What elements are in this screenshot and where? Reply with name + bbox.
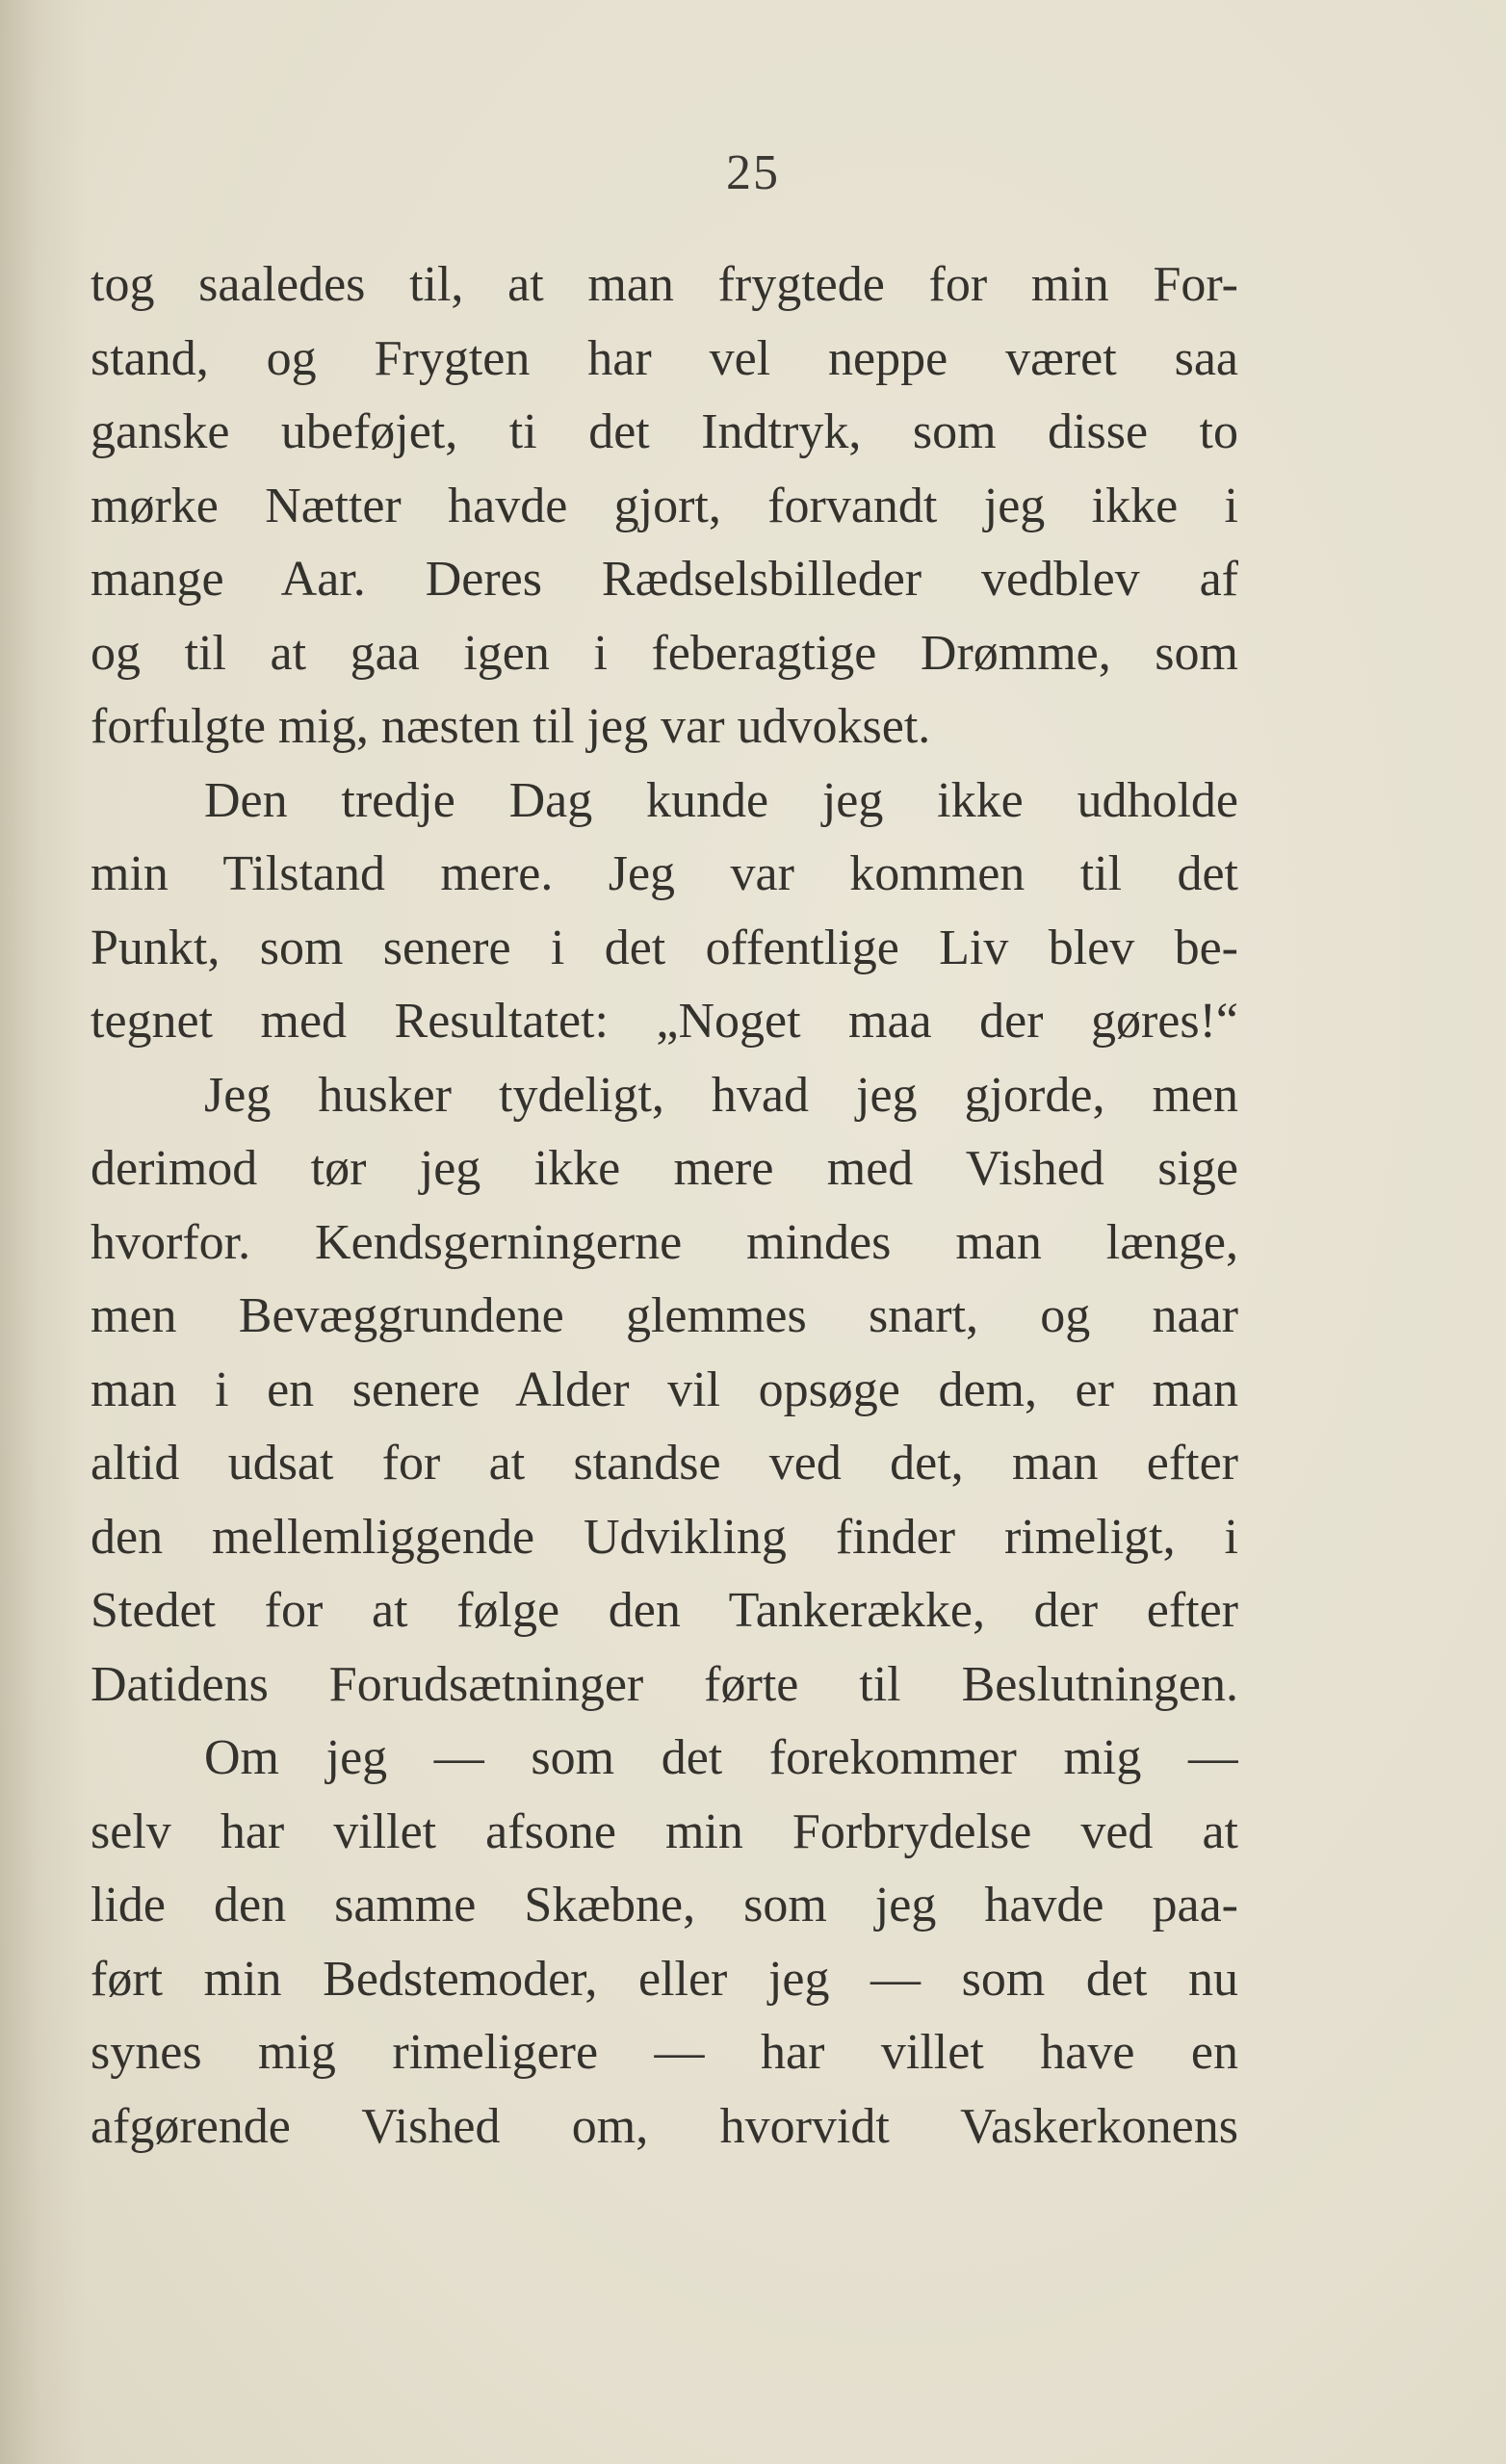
text-line: ganske ubeføjet, ti det Indtryk, som disse to [91, 404, 1238, 459]
text-line: hvorfor. Kendsgerningerne mindes man længe, [91, 1214, 1238, 1270]
text-line: Jeg husker tydeligt, hvad jeg gjorde, men [204, 1067, 1238, 1123]
text-line: forfulgte mig, næsten til jeg var udvokset. [91, 699, 931, 754]
text-line: synes mig rimeligere — har villet have en [91, 2025, 1238, 2080]
text-line: mange Aar. Deres Rædselsbilleder vedblev af [91, 552, 1238, 607]
text-line: man i en senere Alder vil opsøge dem, er man [91, 1362, 1238, 1417]
page-number: 25 [726, 145, 780, 200]
text-line: Den tredje Dag kunde jeg ikke udholde [204, 772, 1238, 828]
text-line: ført min Bedstemoder, eller jeg — som det nu [91, 1951, 1238, 2007]
text-line: tog saaledes til, at man frygtede for min For- [91, 257, 1238, 312]
text-line: selv har villet afsone min Forbrydelse ved at [91, 1803, 1238, 1859]
text-line: Datidens Forudsætninger førte til Beslutningen. [91, 1656, 1238, 1712]
text-line: men Bevæggrundene glemmes snart, og naar [91, 1288, 1238, 1343]
text-line: derimod tør jeg ikke mere med Vished sige [91, 1141, 1238, 1196]
text-line: lide den samme Skæbne, som jeg havde paa- [91, 1878, 1238, 1932]
text-line: Stedet for at følge den Tankerække, der efter [91, 1583, 1238, 1638]
text-line: og til at gaa igen i feberagtige Drømme, som [91, 625, 1238, 681]
text-line: mørke Nætter havde gjort, forvandt jeg ikke i [91, 478, 1238, 533]
text-line: Om jeg — som det forekommer mig — [204, 1730, 1238, 1785]
text-line: tegnet med Resultatet: „Noget maa der gøres!“ [91, 994, 1238, 1049]
body-text [91, 248, 1238, 2164]
text-line: min Tilstand mere. Jeg var kommen til det [91, 846, 1238, 901]
text-line: afgørende Vished om, hvorvidt Vaskerkonens [91, 2098, 1238, 2154]
text-line: stand, og Frygten har vel neppe været saa [91, 330, 1238, 386]
text-line: altid udsat for at standse ved det, man efter [91, 1436, 1238, 1491]
text-line: den mellemliggende Udvikling finder rimeligt, i [91, 1509, 1238, 1565]
text-line: Punkt, som senere i det offentlige Liv blev be- [91, 920, 1238, 975]
